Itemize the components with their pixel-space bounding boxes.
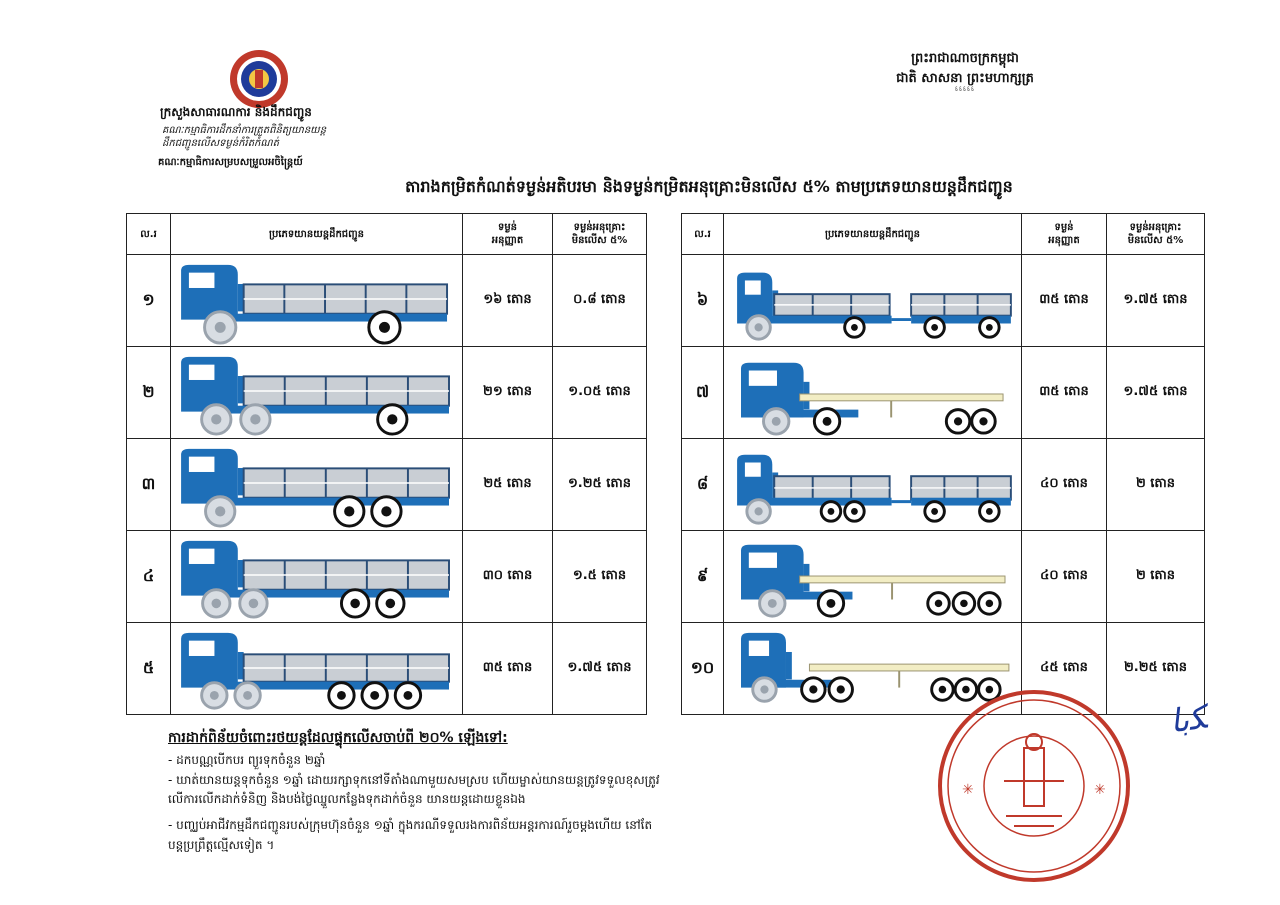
document-title: តារាងកម្រិតកំណត់ទម្ងន់អតិបរមា និងទម្ងន់កម្រិតអនុគ្រោះមិនលើស ៥% តាមប្រភេទយានយន្តដឹកជញ្ជូន: [405, 177, 1013, 196]
tractor-semitrailer-tridem-icon: [727, 533, 1019, 621]
vehicle-illustration-cell: [171, 347, 463, 439]
tractor-semitrailer-icon: [727, 349, 1019, 437]
table-row: [682, 531, 1205, 623]
vehicle-illustration-cell: [724, 255, 1022, 347]
tolerance-weight: ០.៨ តោន: [553, 255, 647, 347]
truck-2-axle-icon: [173, 257, 461, 345]
table-row: [682, 439, 1205, 531]
header-vehicle-type: ប្រភេទយានយន្តដឹកជញ្ជូន: [171, 214, 463, 255]
permitted-weight: ២១ តោន: [463, 347, 553, 439]
row-number: ៤: [127, 531, 171, 623]
table-row: [127, 439, 647, 531]
tolerance-weight: ១.៧៥ តោន: [1107, 347, 1205, 439]
permitted-weight: ៣៥ តោន: [1022, 347, 1107, 439]
permitted-weight: ៣០ តោន: [463, 531, 553, 623]
ministry-name: ក្រសួងសាធារណការ និងដឹកជញ្ជូន: [160, 105, 312, 119]
weight-limits-table-right: [681, 213, 1205, 715]
kingdom-heading: ព្រះរាជាណាចក្រកម្ពុជា: [911, 51, 1019, 66]
penalty-heading: ការដាក់ពិន័យចំពោះរថយន្តដែលផ្ទុកលើសចាប់ពី ២០% ឡើងទៅ:: [168, 730, 508, 746]
permitted-weight: ៣៥ តោន: [463, 623, 553, 715]
header-permitted-weight: ទម្ងន់ អនុញ្ញាត: [463, 214, 553, 255]
coordinating-committee: គណៈកម្មាធិការសម្របសម្រួលអចិន្ត្រៃយ៍: [158, 157, 303, 168]
row-number: ៣: [127, 439, 171, 531]
row-number: ៩: [682, 531, 724, 623]
penalty-item-2-cont: លើការលើកដាក់ទំនិញ និងបង់ថ្លៃឈ្នួលកន្លែងទុកដាក់ចំនួន យានយន្តដោយខ្លួនឯង: [168, 792, 526, 806]
row-number: ៦: [682, 255, 724, 347]
header-no: ល.រ: [127, 214, 171, 255]
tolerance-weight: ២.២៥ តោន: [1107, 623, 1205, 715]
tolerance-weight: ១.៥ តោន: [553, 531, 647, 623]
truck-3-axle-twin-steer-icon: [173, 349, 461, 437]
truck-5-axle-icon: [173, 625, 461, 713]
tolerance-weight: ១.០៥ តោន: [553, 347, 647, 439]
permitted-weight: ៤០ តោន: [1022, 439, 1107, 531]
vehicle-illustration-cell: [724, 531, 1022, 623]
committee-name: [162, 124, 392, 150]
national-motto: ជាតិ សាសនា ព្រះមហាក្សត្រ: [896, 71, 1034, 86]
permitted-weight: ១៦ តោន: [463, 255, 553, 347]
truck-3-axle-tandem-icon: [173, 441, 461, 529]
penalty-item-2: - ឃាត់យានយន្តទុកចំនួន ១ឆ្នាំ ដោយរក្សាទុកនៅទីតាំងណាមួយសមស្រប ហើយម្ចាស់យានយន្តត្រូវទទួលខុសត្រូវ: [168, 773, 660, 787]
row-number: ៨: [682, 439, 724, 531]
vehicle-illustration-cell: [171, 531, 463, 623]
tolerance-weight: ២ តោន: [1107, 531, 1205, 623]
vehicle-illustration-cell: [724, 347, 1022, 439]
svg-text:✳: ✳: [1094, 782, 1106, 798]
table-row: [127, 623, 647, 715]
row-number: ២: [127, 347, 171, 439]
signature: ﻜﺑﺎ: [1167, 697, 1209, 741]
row-number: ១: [127, 255, 171, 347]
official-seal: [934, 686, 1134, 886]
table-row: [682, 347, 1205, 439]
row-number: ១០: [682, 623, 724, 715]
committee-line-1: គណៈកម្មាធិការដឹកនាំការត្រួតពិនិត្យយានយន្ត: [162, 125, 327, 136]
tolerance-weight: ១.២៥ តោន: [553, 439, 647, 531]
permitted-weight: ២៥ តោន: [463, 439, 553, 531]
permitted-weight: ៣៥ តោន: [1022, 255, 1107, 347]
header-tolerance: ទម្ងន់អនុគ្រោះ មិនលើស ៥%: [1107, 214, 1205, 255]
vehicle-illustration-cell: [171, 623, 463, 715]
penalty-item-3: - បញ្ឈប់អាជីវកម្មដឹកជញ្ជូនរបស់ក្រុមហ៊ុនចំនួន ១ឆ្នាំ ក្នុងករណីទទួលរងការពិន័យអន្តរការណ៍រួចម្តងហើយ នៅតែ: [168, 818, 653, 832]
ministry-logo: [228, 48, 290, 110]
table-header-row: [682, 214, 1205, 255]
table-row: [682, 255, 1205, 347]
table-row: [127, 255, 647, 347]
penalty-item-3-cont: បន្តប្រព្រឹត្តល្មើសទៀត ។: [168, 838, 275, 852]
vehicle-illustration-cell: [171, 439, 463, 531]
truck-tandem-trailer-icon: [727, 441, 1019, 529]
table-header-row: [127, 214, 647, 255]
permitted-weight: ៤០ តោន: [1022, 531, 1107, 623]
tolerance-weight: ១.៧៥ តោន: [1107, 255, 1205, 347]
vehicle-illustration-cell: [724, 439, 1022, 531]
row-number: ៧: [682, 347, 724, 439]
tolerance-weight: ២ តោន: [1107, 439, 1205, 531]
truck-trailer-icon: [727, 257, 1019, 345]
svg-text:✳: ✳: [962, 782, 974, 798]
decorative-ornament: ꗏꗏꗏꗏꗏ: [954, 86, 975, 93]
weight-limits-table-left: [126, 213, 647, 715]
tolerance-weight: ១.៧៥ តោន: [553, 623, 647, 715]
permitted-weight: ៤៥ តោន: [1022, 623, 1107, 715]
header-no: ល.រ: [682, 214, 724, 255]
header-permitted-weight: ទម្ងន់ អនុញ្ញាត: [1022, 214, 1107, 255]
vehicle-illustration-cell: [171, 255, 463, 347]
penalty-item-1: - ដកបណ្ណបើកបរ ព្យួរទុកចំនួន ២ឆ្នាំ: [168, 753, 326, 767]
committee-line-2: ដឹកជញ្ជូនលើសទម្ងន់កំរិតកំណត់: [162, 138, 279, 149]
truck-4-axle-icon: [173, 533, 461, 621]
header-vehicle-type: ប្រភេទយានយន្តដឹកជញ្ជូន: [724, 214, 1022, 255]
table-row: [127, 531, 647, 623]
row-number: ៥: [127, 623, 171, 715]
table-row: [127, 347, 647, 439]
header-tolerance: ទម្ងន់អនុគ្រោះ មិនលើស ៥%: [553, 214, 647, 255]
